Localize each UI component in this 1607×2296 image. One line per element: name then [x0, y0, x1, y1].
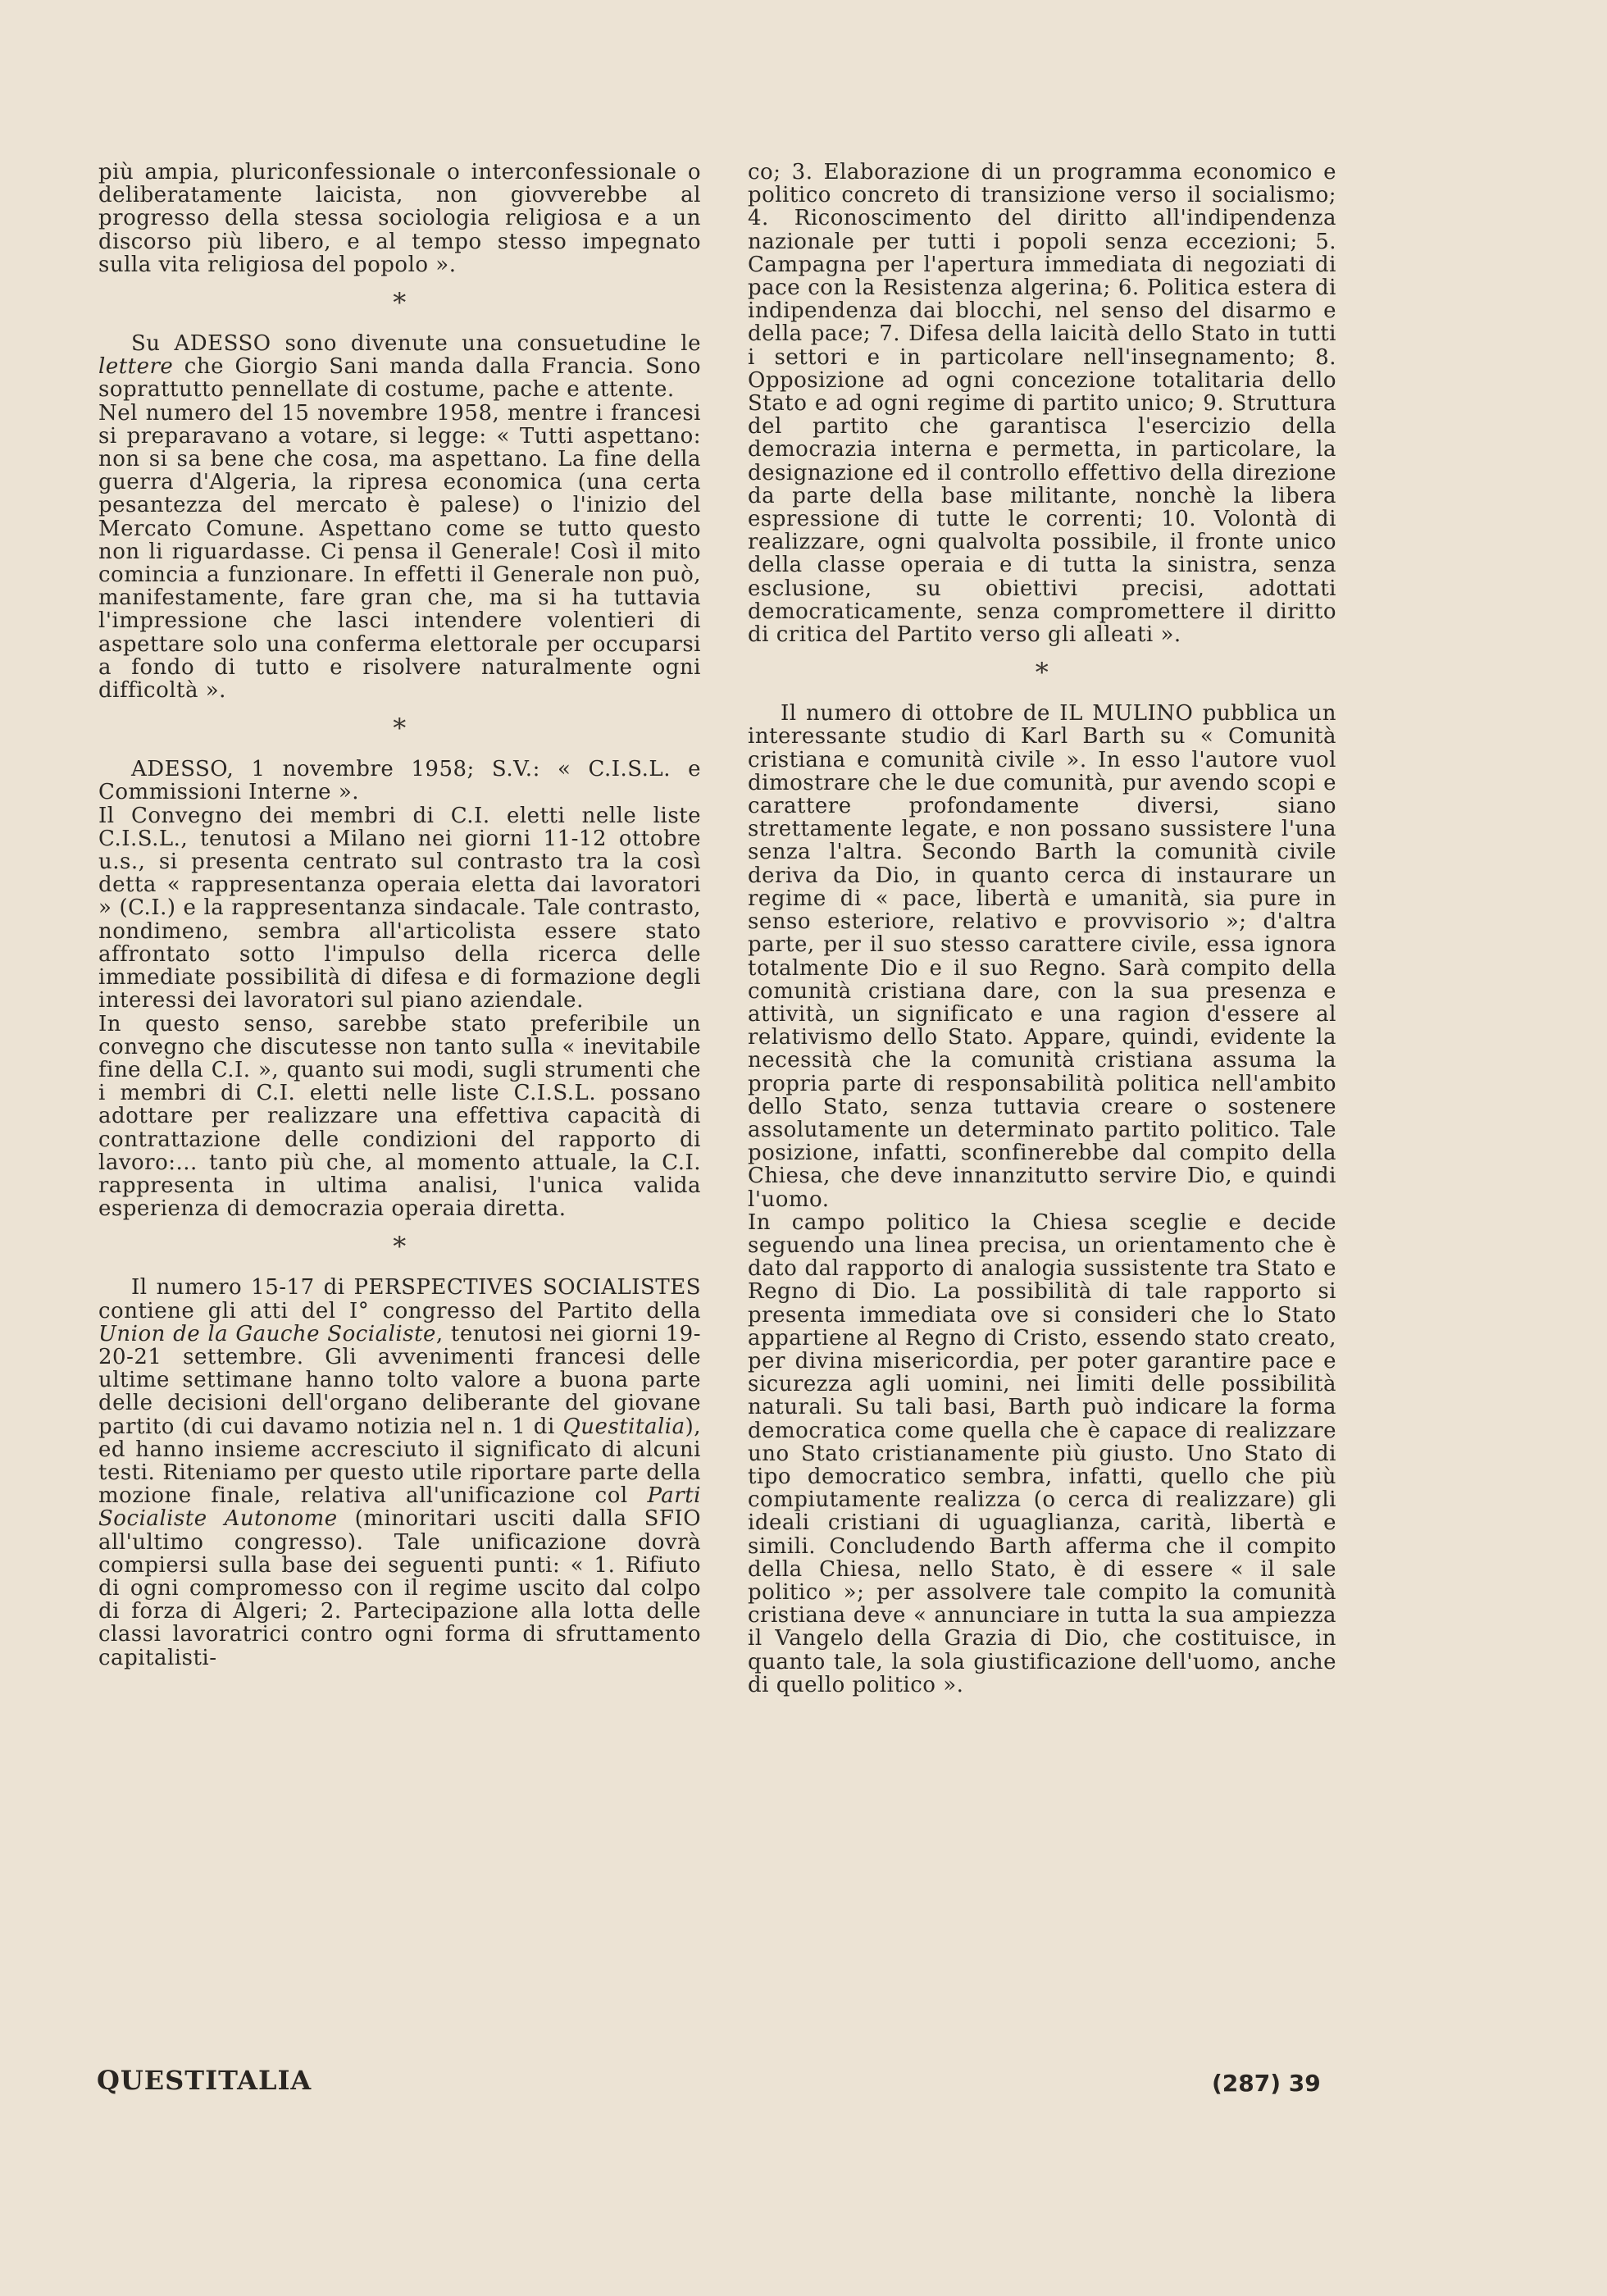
paragraph: In questo senso, sarebbe stato preferibile un convegno che discutesse non tanto sulla « inevitabile fine della C.I. », quanto sui modi, sugli strumenti che i membri di C.I. eletti nelle liste C.I.S.L. possano adottare per realizzare una effettiva capacità di contrattazione delle condizioni del rapporto di lavoro:... tanto più che, al momento attuale, la C.I. rappresenta in ultima analisi, l'unica valida esperienza di democrazia operaia diretta. — [98, 1011, 701, 1222]
paragraph: Su ADESSO sono divenute una consuetudine le lettere che Giorgio Sani manda dalla Francia. Sono soprattutto pennellate di costume, pache e attente. — [98, 331, 701, 403]
paragraph: Il Convegno dei membri di C.I. eletti nelle liste C.I.S.L., tenutosi a Milano nei giorni 11-12 ottobre u.s., si presenta centrato sul contrasto tra la così detta « rappresentanza operaia eletta dai lavoratori » (C.I.) e la rappresentanza sindacale. Tale contrasto, nondimeno, sembra all'articolista essere stato affrontato sotto l'impulso della ricerca delle immediate possibilità di difesa e di formazione degli interessi dei lavoratori sul piano aziendale. — [98, 803, 701, 1014]
asterisk-separator: * — [1035, 657, 1049, 689]
paragraph: In campo politico la Chiesa sceglie e decide seguendo una linea precisa, un orientamento che è dato dal rapporto di analogia sussistente tra Stato e Regno di Dio. La possibilità di tale rapporto si presenta immediata ove si consideri che lo Stato appartiene al Regno di Cristo, essendo stato creato, per divina misericordia, per poter garantire pace e sicurezza agli uomini, nei limiti delle possibilità naturali. Su tali basi, Barth può indicare la forma democratica come quella che è capace di realizzare uno Stato cristianamente più giusto. Uno Stato di tipo democratico sembra, infatti, quello che più compiutamente realizza (o cerca di realizzare) gli ideali cristiani di uguaglianza, carità, libertà e simili. Concludendo Barth afferma che il compito della Chiesa, nello Stato, è di essere « il sale politico »; per assolvere tale compito la comunità cristiana deve « annunciare in tutta la sua ampiezza il Vangelo della Grazia di Dio, che costituisce, in quanto tale, la sola giustificazione dell'uomo, anche di quello politico ». — [748, 1210, 1336, 1697]
asterisk-separator: * — [393, 287, 407, 319]
paragraph: Il numero di ottobre de IL MULINO pubblica un interessante studio di Karl Barth su « Comunità cristiana e comunità civile ». In esso l'autore vuol dimostrare che le due comunità, pur avendo scopi e carattere profondamente diversi, siano strettamente legate, e non possano sussistere l'una senza l'altra. Secondo Barth la comunità civile deriva da Dio, in quanto cerca di instaurare un regime di « pace, libertà e umanità, sia pure in senso esteriore, relativo e provvisorio »; d'altra parte, per il suo stesso carattere civile, essa ignora totalmente Dio e il suo Regno. Sarà compito della comunità cristiana dare, con la sua presenza e attività, un significato e una ragion d'essere al relativismo dello Stato. Appare, quindi, evidente la necessità che la comunità cristiana assuma la propria parte di responsabilità politica nell'ambito dello Stato, senza tuttavia creare o sostenere assolutamente un determinato partito politico. Tale posizione, infatti, sconfinerebbe dal compito della Chiesa, che deve innanzitutto servire Dio, e quindi l'uomo. — [748, 701, 1336, 1212]
asterisk-separator: * — [393, 713, 407, 745]
left-column — [98, 161, 701, 1670]
asterisk-separator: * — [393, 1231, 407, 1263]
paragraph: co; 3. Elaborazione di un programma economico e politico concreto di transizione verso il socialismo; 4. Riconoscimento del diritto all'indipendenza nazionale per tutti i popoli senza eccezioni; 5. Campagna per l'apertura immediata di negoziati di pace con la Resistenza algerina; 6. Politica estera di indipendenza dai blocchi, nel senso del disarmo e della pace; 7. Difesa della laicità dello Stato in tutti i settori e in particolare nell'insegnamento; 8. Opposizione ad ogni concezione totalitaria dello Stato e ad ogni regime di partito unico; 9. Struttura del partito che garantisca l'esercizio della democrazia interna e permetta, in particolare, la designazione ed il controllo effettivo della direzione da parte della base militante, nonchè la libera espressione di tutte le correnti; 10. Volontà di realizzare, ogni qualvolta possibile, il fronte unico della classe operaia e di tutta la sinistra, senza esclusione, su obiettivi precisi, adottati democraticamente, senza compromettere il diritto di critica del Partito verso gli alleati ». — [748, 160, 1336, 648]
journal-name: QUESTITALIA — [97, 2065, 312, 2096]
paragraph: più ampia, pluriconfessionale o interconfessionale o deliberatamente laicista, non giovverebbe al progresso della stessa sociologia religiosa e a un discorso più libero, e al tempo stesso impegnato sulla vita religiosa del popolo ». — [98, 160, 701, 277]
page-number: (287) 39 — [1212, 2070, 1321, 2097]
paragraph: ADESSO, 1 novembre 1958; S.V.: « C.I.S.L. e Commissioni Interne ». — [98, 757, 701, 805]
right-column — [748, 161, 1336, 1697]
paragraph: Nel numero del 15 novembre 1958, mentre i francesi si preparavano a votare, si legge: « Tutti aspettano: non si sa bene che cosa, ma aspettano. La fine della guerra d'Algeria, la ripresa economica (una certa pesantezza del mercato è palese) o l'inizio del Mercato Comune. Aspettano come se tutto questo non li riguardasse. Ci pensa il Generale! Così il mito comincia a funzionare. In effetti il Generale non può, manifestamente, fare gran che, ma si ha tuttavia l'impressione che lasci intendere volentieri di aspettare solo una conferma elettorale per occuparsi a fondo di tutto e risolvere naturalmente ogni difficoltà ». — [98, 400, 701, 704]
paragraph: Il numero 15-17 di PERSPECTIVES SOCIALISTES contiene gli atti del I° congresso del Partito della Union de la Gauche Socialiste, tenutosi nei giorni 19-20-21 settembre. Gli avvenimenti francesi delle ultime settimane hanno tolto valore a buona parte delle decisioni dell'organo deliberante del giovane partito (di cui davamo notizia nel n. 1 di Questitalia), ed hanno insieme accresciuto il significato di alcuni testi. Riteniamo per questo utile riportare parte della mozione finale, relativa all'unificazione col Parti Socialiste Autonome (minoritari usciti dalla SFIO all'ultimo congresso). Tale unificazione dovrà compiersi sulla base dei seguenti punti: « 1. Rifiuto di ogni compromesso con il regime uscito dal colpo di forza di Algeri; 2. Partecipazione alla lotta delle classi lavoratrici contro ogni forma di sfruttamento capitalisti- — [98, 1275, 702, 1670]
